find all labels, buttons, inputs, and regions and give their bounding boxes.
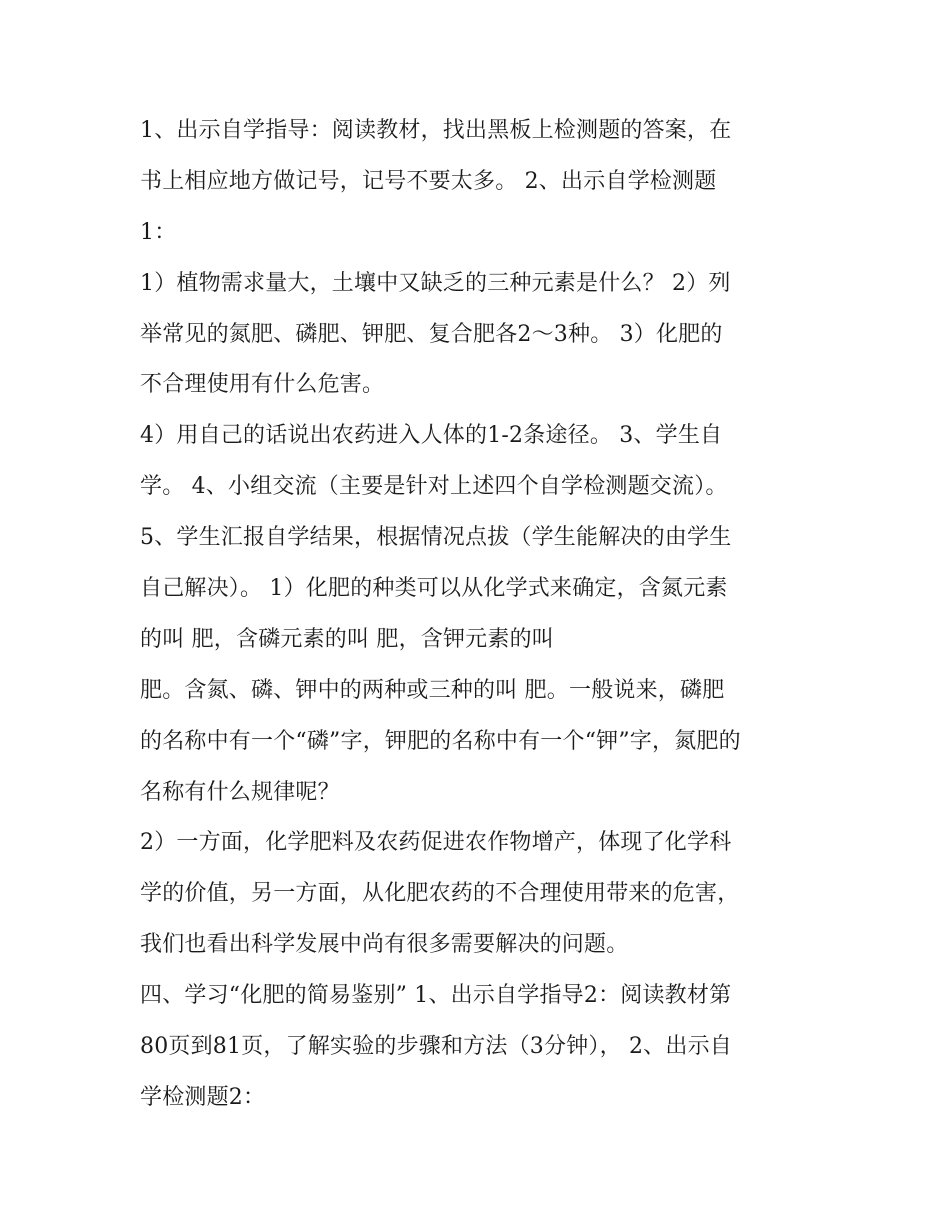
document-body — [140, 106, 820, 1124]
text-line: 肥。含氮、磷、钾中的两种或三种的叫 肥。一般说来，磷肥 — [140, 677, 725, 703]
text-line: 名称有什么规律呢？ — [140, 779, 340, 805]
text-line: 自己解决）。 1）化肥的种类可以从化学式来确定，含氮元素 — [140, 576, 728, 602]
text-line: 的叫 肥，含磷元素的叫 肥，含钾元素的叫 — [140, 626, 554, 652]
text-line: 四、学习“化肥的简易鉴别” 1、出示自学指导2：阅读教材第 — [140, 983, 732, 1009]
text-line: 1、出示自学指导：阅读教材，找出黑板上检测题的答案，在 — [140, 118, 732, 143]
text-line: 我们也看出科学发展中尚有很多需要解决的问题。 — [140, 932, 629, 958]
text-line: 学检测题2： — [140, 1084, 266, 1110]
text-line: 举常见的氮肥、磷肥、钾肥、复合肥各2～3种。 3）化肥的 — [140, 321, 723, 347]
text-line: 1）植物需求量大，土壤中又缺乏的三种元素是什么？ 2）列 — [140, 270, 731, 296]
text-line: 的名称中有一个“磷”字，钾肥的名称中有一个“钾”字，氮肥的 — [140, 728, 741, 754]
text-line: 不合理使用有什么危害。 — [140, 372, 385, 398]
text-line: 4）用自己的话说出农药进入人体的1-2条途径。 3、学生自 — [140, 423, 723, 449]
text-line: 80页到81页，了解实验的步骤和方法（3分钟）， 2、出示自 — [140, 1034, 732, 1060]
text-line: 书上相应地方做记号，记号不要太多。 2、出示自学检测题 — [140, 168, 717, 194]
text-line: 2）一方面，化学肥料及农药促进农作物增产，体现了化学科 — [140, 830, 732, 856]
text-line: 5、学生汇报自学结果，根据情况点拔（学生能解决的由学生 — [140, 525, 732, 551]
text-line: 1： — [140, 219, 177, 245]
text-line: 学的价值，另一方面，从化肥农药的不合理使用带来的危害， — [140, 881, 740, 907]
text-line: 学。 4、小组交流（主要是针对上述四个自学检测题交流）。 — [140, 474, 728, 500]
